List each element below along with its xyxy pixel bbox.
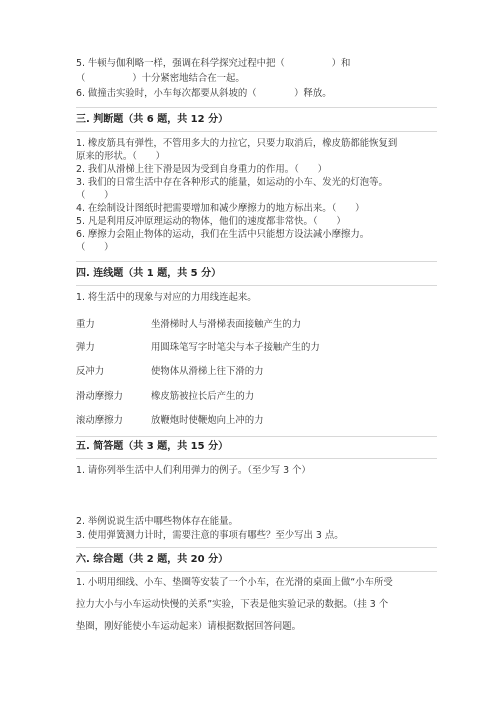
section-divider [76, 436, 437, 437]
match-left-item: 弹力 [76, 342, 95, 353]
short-answer-q3: 3. 使用弹簧测力计时，需要注意的事项有哪些？至少写出 3 点。 [76, 530, 344, 541]
match-right-item: 放鞭炮时使鞭炮向上冲的力 [151, 415, 264, 426]
judge-section-title: 三. 判断题（共 6 题，共 12 分） [76, 114, 229, 125]
judge-line: 6. 摩擦力会阻止物体的运动，我们在生活中只能想方设法减小摩擦力。 [76, 229, 370, 240]
judge-line: 1. 橡皮筋具有弹性，不管用多大的力拉它，只要力取消后，橡皮筋都能恢复到 [76, 138, 398, 149]
match-right-item: 坐滑梯时人与滑梯表面接触产生的力 [151, 319, 302, 330]
fill-blank-q5-line1: 5. 牛顿与伽利略一样，强调在科学探究过程中把（ ）和 [76, 58, 351, 69]
match-left-item: 滑动摩擦力 [76, 391, 123, 402]
section-divider [76, 261, 437, 262]
match-left-item: 滚动摩擦力 [76, 415, 123, 426]
comprehensive-q1-line: 拉力大小与小车运动快慢的关系”实验，下表是他实验记录的数据。（挂 3 个 [76, 599, 389, 610]
match-right-item: 使物体从滑梯上往下滑的力 [151, 366, 264, 377]
judge-line: 原来的形状。（ ） [76, 151, 166, 162]
judge-line: 5. 凡是利用反冲原理运动的物体，他们的速度都非常快。（ ） [76, 216, 346, 227]
judge-line: （ ） [76, 190, 114, 201]
judge-line: 4. 在绘制设计图纸时把需要增加和减少摩擦力的地方标出来。（ ） [76, 203, 365, 214]
section-divider [76, 547, 437, 548]
section-divider [76, 458, 437, 459]
match-left-item: 反冲力 [76, 366, 105, 377]
comprehensive-q1-line: 垫圈，刚好能使小车运动起来）请根据数据回答问题。 [76, 621, 302, 632]
section-divider [76, 285, 437, 286]
short-answer-section-title: 五. 简答题（共 3 题，共 15 分） [76, 441, 229, 452]
match-left-item: 重力 [76, 319, 95, 330]
fill-blank-q6: 6. 做撞击实验时，小车每次都要从斜坡的（ ）释放。 [76, 88, 332, 99]
short-answer-q2: 2. 举例说说生活中哪些物体存在能量。 [76, 516, 238, 527]
judge-line: （ ） [76, 242, 114, 253]
section-divider [76, 571, 437, 572]
match-right-item: 橡皮筋被拉长后产生的力 [151, 391, 255, 402]
section-divider [76, 131, 437, 132]
comprehensive-q1-line: 1. 小明用细线、小车、垫圈等安装了一个小车，在光滑的桌面上做“小车所受 [76, 577, 393, 588]
match-prompt: 1. 将生活中的现象与对应的力用线连起来。 [76, 292, 257, 303]
section-divider [76, 107, 437, 108]
match-right-item: 用圆珠笔写字时笔尖与本子接触产生的力 [151, 342, 320, 353]
short-answer-q1: 1. 请你列举生活中人们利用弹力的例子。（至少写 3 个） [76, 465, 311, 476]
fill-blank-q5-line2: （ ）十分紧密地结合在一起。 [76, 73, 245, 84]
match-section-title: 四. 连线题（共 1 题，共 5 分） [76, 268, 222, 279]
judge-line: 2. 我们从滑梯上往下滑是因为受到自身重力的作用。（ ） [76, 164, 327, 175]
comprehensive-section-title: 六. 综合题（共 2 题，共 20 分） [76, 554, 229, 565]
judge-line: 3. 我们的日常生活中存在各种形式的能量，如运动的小车、发光的灯泡等。 [76, 177, 388, 188]
